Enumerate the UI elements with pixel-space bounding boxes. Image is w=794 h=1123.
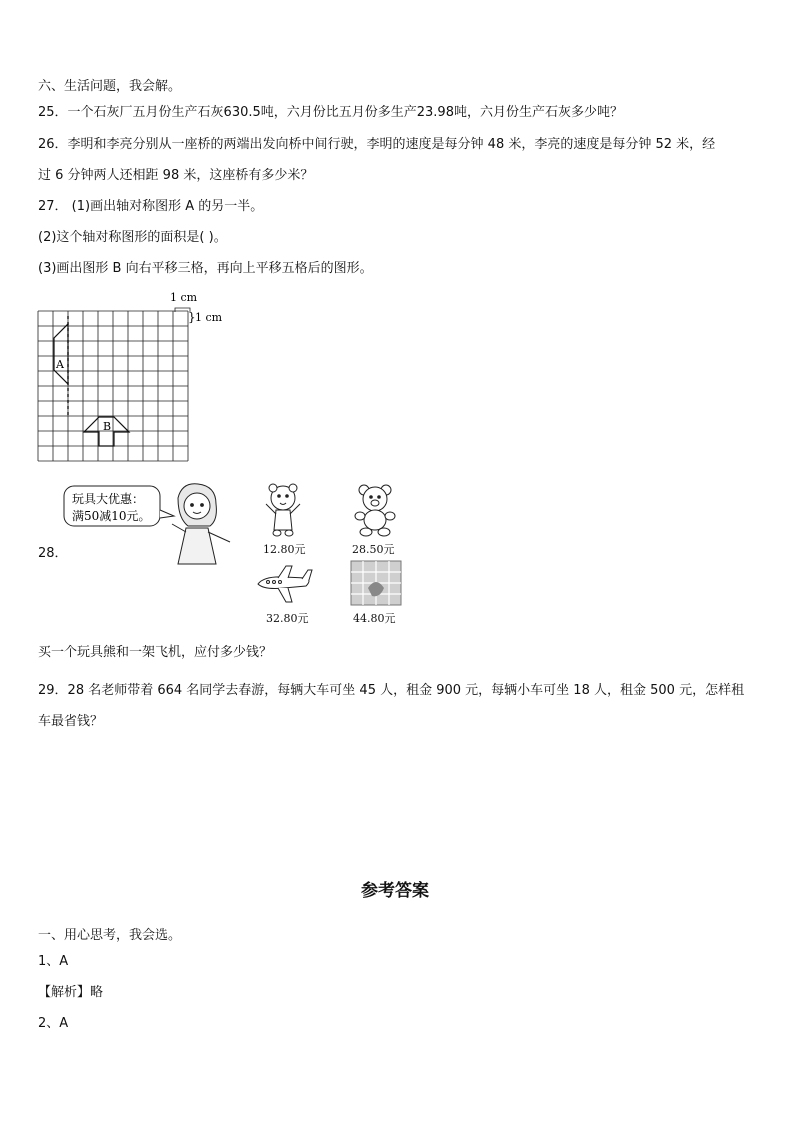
- question-27-part3: (3)画出图形 B 向右平移三格，再向上平移五格后的图形。: [38, 261, 373, 276]
- unit-brace-vertical: }: [188, 310, 196, 324]
- section6-heading: 六、生活问题，我会解。: [38, 79, 182, 94]
- answers-title: 参考答案: [361, 881, 429, 901]
- bubble-line1: 玩具大优惠：: [72, 492, 145, 506]
- answer-1-analysis: 【解析】略: [38, 985, 104, 1000]
- question-27-part1: 27． (1)画出轴对称图形 A 的另一半。: [38, 199, 264, 214]
- puzzle-toy-icon: [350, 560, 402, 606]
- bear-toy-icon: [350, 482, 400, 538]
- question-28-number: 28．: [38, 546, 68, 561]
- question-26-line1: 26．李明和李亮分别从一座桥的两端出发向桥中间行驶，李明的速度是每分钟 48 米，李亮的速度是每分钟 52 米，经: [38, 137, 716, 152]
- bubble-line2: 满50减10元。: [72, 509, 151, 523]
- girl-with-speech-bubble: [60, 480, 240, 568]
- shape-a-label: A: [56, 358, 64, 371]
- question-26-line2: 过 6 分钟两人还相距 98 米，这座桥有多少米？: [38, 168, 314, 183]
- answer-2: 2、A: [38, 1016, 69, 1031]
- puzzle-price: 44.80元: [353, 612, 396, 625]
- unit-label-horizontal: 1 cm: [170, 291, 198, 304]
- answers-section1: 一、用心思考，我会选。: [38, 928, 182, 943]
- question-27-part2: (2)这个轴对称图形的面积是( )。: [38, 230, 227, 245]
- question-25: 25．一个石灰厂五月份生产石灰630.5吨，六月份比五月份多生产23.98吨，六月份生产石灰多少吨？: [38, 105, 623, 120]
- bear-price: 28.50元: [352, 543, 395, 556]
- shape-b-label: B: [103, 420, 112, 433]
- grid-figure: [30, 286, 240, 468]
- speech-bubble-tail: [160, 510, 174, 518]
- answer-1: 1、A: [38, 954, 69, 969]
- airplane-price: 32.80元: [266, 612, 309, 625]
- girl-icon: [172, 484, 230, 564]
- tiger-toy-icon: [258, 482, 308, 538]
- question-29-line1: 29．28 名老师带着 664 名同学去春游，每辆大车可坐 45 人，租金 900 元，每辆小车可坐 18 人，租金 500 元，怎样租: [38, 683, 745, 698]
- question-29-line2: 车最省钱？: [38, 714, 104, 729]
- shape-a: [54, 324, 68, 384]
- airplane-toy-icon: [254, 562, 314, 606]
- question-28-text: 买一个玩具熊和一架飞机，应付多少钱？: [38, 645, 273, 660]
- unit-label-vertical: 1 cm: [195, 311, 223, 324]
- tiger-price: 12.80元: [263, 543, 306, 556]
